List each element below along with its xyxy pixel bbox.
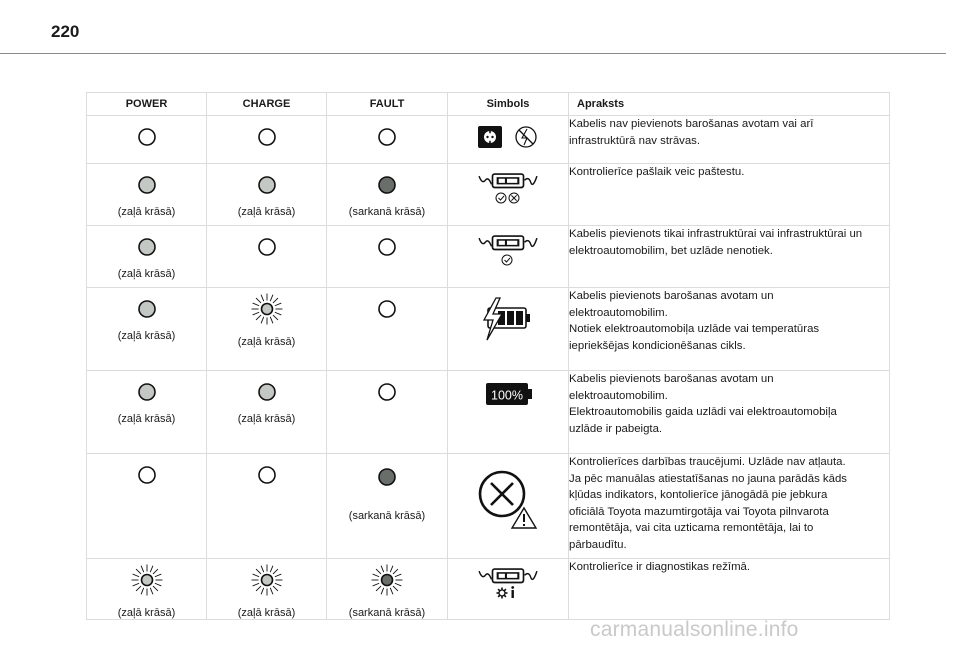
power-led-color-label: (zaļā krāsā) xyxy=(117,330,176,342)
power-led-color-label: (zaļā krāsā) xyxy=(117,268,176,280)
led-lit-icon xyxy=(376,466,398,488)
description-line: Notiek elektroautomobiļa uzlāde vai temperatūras xyxy=(569,323,820,335)
charge-led-color-label: (zaļā krāsā) xyxy=(237,206,296,218)
table-row xyxy=(87,454,890,559)
charge-cell xyxy=(207,371,327,454)
description-cell xyxy=(569,371,890,454)
fault-cell xyxy=(327,371,448,454)
led-lit-icon xyxy=(376,174,398,196)
led-blinking-icon xyxy=(370,563,404,597)
indicator-table xyxy=(86,92,890,620)
table-row xyxy=(87,288,890,371)
col-header-charge: CHARGE xyxy=(207,93,327,116)
description-line: Kabelis pievienots barošanas avotam un xyxy=(569,290,774,302)
description-line: Kontrolierīce ir diagnostikas režīmā. xyxy=(569,561,751,573)
led-off-icon xyxy=(136,464,158,486)
led-off-icon xyxy=(376,126,398,148)
header-rule xyxy=(0,53,946,54)
cable-connected-icon xyxy=(477,234,539,268)
description-line: Ja pēc manuālas atiestatīšanas no jauna parādās kāds xyxy=(569,472,847,485)
description-line: pārbaudītu. xyxy=(569,538,627,551)
charge-cell xyxy=(207,116,327,164)
description-line: infrastruktūrā nav strāvas. xyxy=(569,134,701,147)
led-blinking-icon xyxy=(250,563,284,597)
col-header-power: POWER xyxy=(87,93,207,116)
power-led-color-label: (zaļā krāsā) xyxy=(117,607,176,619)
battery-charging-icon xyxy=(478,296,538,342)
fault-cell xyxy=(327,288,448,371)
description-line: Elektroautomobilis gaida uzlādi vai elektroautomobiļa xyxy=(569,406,837,418)
watermark: carmanualsonline.info xyxy=(590,618,799,641)
description-cell xyxy=(569,559,890,620)
table-row xyxy=(87,559,890,620)
charge-cell xyxy=(207,454,327,559)
led-off-icon xyxy=(376,236,398,258)
charge-cell xyxy=(207,164,327,226)
symbol-cell xyxy=(448,559,569,620)
description-line: oficiālā Toyota mazumtirgotāja vai Toyota pilnvarota xyxy=(569,505,829,518)
power-cell xyxy=(87,164,207,226)
table-row xyxy=(87,164,890,226)
symbol-cell xyxy=(448,288,569,371)
symbol-cell xyxy=(448,164,569,226)
power-cell xyxy=(87,226,207,288)
charge-led-color-label: (zaļā krāsā) xyxy=(237,336,296,348)
page-number: 220 xyxy=(51,22,80,41)
description-line: elektroautomobilim. xyxy=(569,306,668,319)
fault-cell xyxy=(327,454,448,559)
fault-cell xyxy=(327,559,448,620)
led-off-icon xyxy=(376,298,398,320)
table-row xyxy=(87,116,890,164)
led-lit-icon xyxy=(136,381,158,403)
fault-cell xyxy=(327,164,448,226)
description-line: Kabelis nav pievienots barošanas avotam vai arī xyxy=(569,118,814,130)
battery-full-icon xyxy=(478,379,538,409)
led-lit-icon xyxy=(136,174,158,196)
table-row xyxy=(87,226,890,288)
description-line: Kabelis pievienots tikai infrastruktūrai vai infrastruktūrai un xyxy=(569,228,863,240)
fault-warning-icon xyxy=(476,470,540,532)
description-line: Kabelis pievienots barošanas avotam un xyxy=(569,373,774,385)
power-cell xyxy=(87,371,207,454)
description-line: uzlāde ir pabeigta. xyxy=(569,422,663,435)
col-header-fault: FAULT xyxy=(327,93,448,116)
plug-no-power-icon xyxy=(476,124,540,150)
led-off-icon xyxy=(136,126,158,148)
description-line: Kontrolierīce pašlaik veic paštestu. xyxy=(569,166,745,178)
power-cell xyxy=(87,116,207,164)
fault-cell xyxy=(327,226,448,288)
symbol-cell xyxy=(448,371,569,454)
description-line: remontētāja, vai cita uzticama remontētāja, lai to xyxy=(569,522,814,534)
fault-led-color-label: (sarkanā krāsā) xyxy=(348,607,426,619)
cable-self-test-icon xyxy=(477,172,539,206)
symbol-cell xyxy=(448,454,569,559)
led-lit-icon xyxy=(256,381,278,403)
col-header-symbol: Simbols xyxy=(448,93,569,116)
led-blinking-icon xyxy=(130,563,164,597)
description-cell xyxy=(569,116,890,164)
description-line: elektroautomobilim, bet uzlāde nenotiek. xyxy=(569,244,773,257)
diagnostic-mode-icon xyxy=(477,567,539,601)
description-line: kļūdas indikators, kontolierīce jānogādā pie jebkura xyxy=(569,489,828,501)
power-led-color-label: (zaļā krāsā) xyxy=(117,206,176,218)
power-led-color-label: (zaļā krāsā) xyxy=(117,413,176,425)
charge-led-color-label: (zaļā krāsā) xyxy=(237,413,296,425)
led-off-icon xyxy=(256,464,278,486)
fault-cell xyxy=(327,116,448,164)
symbol-cell xyxy=(448,116,569,164)
power-cell xyxy=(87,559,207,620)
charge-cell xyxy=(207,288,327,371)
charge-cell xyxy=(207,559,327,620)
led-lit-icon xyxy=(136,236,158,258)
symbol-cell xyxy=(448,226,569,288)
description-cell xyxy=(569,454,890,559)
led-off-icon xyxy=(256,126,278,148)
charge-cell xyxy=(207,226,327,288)
led-lit-icon xyxy=(256,174,278,196)
description-line: Kontrolierīces darbības traucējumi. Uzlāde nav atļauta. xyxy=(569,456,846,468)
description-cell xyxy=(569,164,890,226)
fault-led-color-label: (sarkanā krāsā) xyxy=(348,206,426,218)
description-cell xyxy=(569,288,890,371)
led-lit-icon xyxy=(136,298,158,320)
col-header-description: Apraksts xyxy=(569,93,890,116)
battery-percent-text: 100% xyxy=(491,388,523,403)
table-header-row xyxy=(87,93,890,116)
table-row xyxy=(87,371,890,454)
fault-led-color-label: (sarkanā krāsā) xyxy=(348,510,426,522)
led-off-icon xyxy=(256,236,278,258)
description-line: iepriekšējas kondicionēšanas cikls. xyxy=(569,339,746,352)
led-off-icon xyxy=(376,381,398,403)
led-blinking-icon xyxy=(250,292,284,326)
description-line: elektroautomobilim. xyxy=(569,389,668,402)
charge-led-color-label: (zaļā krāsā) xyxy=(237,607,296,619)
power-cell xyxy=(87,288,207,371)
description-cell xyxy=(569,226,890,288)
power-cell xyxy=(87,454,207,559)
